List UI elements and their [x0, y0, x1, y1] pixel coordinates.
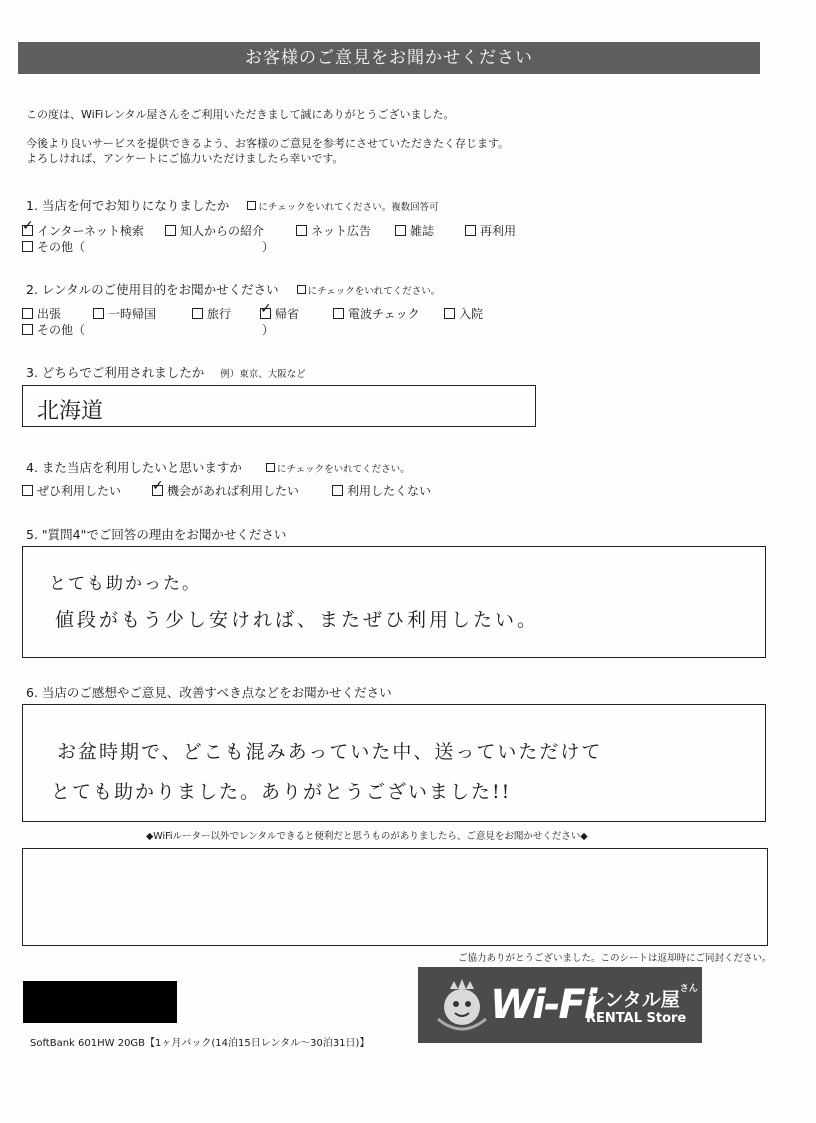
plan-text: SoftBank 601HW 20GB【1ヶ月パック(14泊15日レンタル～30泊31日)】	[30, 1038, 370, 1049]
q3-answer-box[interactable]	[22, 385, 536, 427]
option-label: その他（	[37, 323, 86, 337]
option-label: 機会があれば利用したい	[167, 484, 300, 498]
q4-option-if-chance[interactable]	[152, 482, 299, 499]
q2-question-text: 2. レンタルのご使用目的をお聞かせください	[26, 282, 279, 297]
redacted-block	[23, 981, 177, 1023]
q5-answer-line-1: とても助かった。	[49, 574, 201, 594]
q3-question-text: 3. どちらでご利用されましたか	[26, 365, 205, 380]
q2-option-hospital[interactable]	[444, 305, 483, 322]
checkbox-icon[interactable]	[22, 308, 33, 319]
q1-option-magazine[interactable]	[395, 222, 434, 239]
option-label: 旅行	[207, 307, 232, 321]
q1-option-other[interactable]	[22, 238, 85, 255]
logo-wifi-text: Wi-Fi	[490, 982, 596, 1028]
q2-option-temp-return[interactable]	[93, 305, 156, 322]
thanks-note: ご協力ありがとうございました。このシートは返却時にご同封ください。	[458, 953, 772, 964]
q2-option-homecoming[interactable]	[260, 305, 299, 322]
option-label: 一時帰国	[108, 307, 157, 321]
q6-answer-line-2: とても助かりました。ありがとうございました!!	[51, 781, 512, 803]
q5-answer-line-2: 値段がもう少し安ければ、またぜひ利用したい。	[55, 609, 540, 631]
q2-question	[26, 280, 440, 298]
option-label: 再利用	[480, 224, 517, 238]
option-label: 電波チェック	[348, 307, 420, 321]
q1-option-referral[interactable]	[165, 222, 264, 239]
q7-prompt: ◆WiFiルーター以外でレンタルできると便利だと思うものがありましたら、ご意見をお聞かせください◆	[146, 831, 588, 842]
note-checkbox-icon	[266, 463, 275, 472]
q6-answer-line-1: お盆時期で、どこも混みあっていた中、送っていただけて	[57, 741, 603, 763]
option-label: インターネット検索	[37, 224, 144, 238]
intro-line-2: 今後より良いサービスを提供できるよう、お客様のご意見を参考にさせていただきたく存じます。	[26, 137, 510, 150]
logo-jp	[586, 984, 698, 1012]
page-title: お客様のご意見をお聞かせください	[18, 42, 760, 74]
note-checkbox-icon	[297, 285, 306, 294]
option-label: 雑誌	[410, 224, 435, 238]
q4-question	[26, 458, 410, 476]
checkbox-icon[interactable]	[165, 225, 176, 236]
intro-line-3: よろしければ、アンケートにご協力いただけましたら幸いです。	[26, 152, 344, 165]
q4-question-text: 4. また当店を利用したいと思いますか	[26, 460, 242, 475]
q4-note-text: にチェックをいれてください。	[276, 463, 410, 475]
q2-option-signal-check[interactable]	[333, 305, 420, 322]
q2-note	[297, 283, 441, 297]
checkbox-checked-icon[interactable]	[22, 225, 33, 236]
q6-answer-box[interactable]	[22, 704, 766, 822]
checkbox-icon[interactable]	[332, 485, 343, 496]
checkbox-icon[interactable]	[22, 241, 33, 252]
q2-option-business[interactable]	[22, 305, 61, 322]
q7-answer-box[interactable]	[22, 848, 768, 946]
q1-question	[26, 196, 439, 214]
option-label: 出張	[37, 307, 62, 321]
checkbox-icon[interactable]	[296, 225, 307, 236]
option-label: 知人からの紹介	[180, 224, 265, 238]
checkbox-icon[interactable]	[465, 225, 476, 236]
q2-option-other[interactable]	[22, 321, 85, 338]
checkbox-icon[interactable]	[22, 324, 33, 335]
checkbox-icon[interactable]	[395, 225, 406, 236]
q3-example: 例）東京、大阪など	[220, 369, 306, 380]
q1-option-reuse[interactable]	[465, 222, 516, 239]
q1-note-text: にチェックをいれてください。複数回答可	[258, 201, 439, 213]
option-label: 帰省	[275, 307, 300, 321]
option-label: その他（	[37, 240, 86, 254]
brand-logo	[418, 967, 702, 1043]
q1-question-text: 1. 当店を何でお知りになりましたか	[26, 198, 230, 213]
q4-note	[266, 461, 410, 475]
checkbox-checked-icon[interactable]	[260, 308, 271, 319]
checkbox-icon[interactable]	[192, 308, 203, 319]
intro-line-1: この度は、WiFiレンタル屋さんをご利用いただきまして誠にありがとうございました。	[26, 108, 455, 121]
checkbox-checked-icon[interactable]	[152, 485, 163, 496]
checkbox-icon[interactable]	[22, 485, 33, 496]
logo-en-text: RENTAL Store	[586, 1011, 687, 1026]
q1-option-net-ad[interactable]	[296, 222, 371, 239]
q3-question	[26, 363, 306, 381]
q6-question: 6. 当店のご感想やご意見、改善すべき点などをお聞かせください	[26, 685, 392, 700]
q2-option-travel[interactable]	[192, 305, 231, 322]
q1-other-close: ）	[262, 240, 275, 254]
q4-option-no[interactable]	[332, 482, 431, 499]
option-label: ネット広告	[311, 224, 372, 238]
option-label: ぜひ利用したい	[37, 484, 122, 498]
logo-jp-small: さん	[679, 984, 698, 994]
q3-answer: 北海道	[37, 399, 104, 424]
note-checkbox-icon	[247, 201, 256, 210]
logo-jp-text: レンタル屋	[586, 989, 680, 1011]
q5-question: 5. "質問4"でご回答の理由をお聞かせください	[26, 527, 287, 542]
q1-note	[247, 199, 438, 213]
q4-option-definitely[interactable]	[22, 482, 121, 499]
option-label: 入院	[459, 307, 484, 321]
checkbox-icon[interactable]	[444, 308, 455, 319]
option-label: 利用したくない	[347, 484, 432, 498]
q2-note-text: にチェックをいれてください。	[307, 285, 441, 297]
checkbox-icon[interactable]	[93, 308, 104, 319]
q1-option-search[interactable]	[22, 222, 144, 239]
q5-answer-box[interactable]	[22, 546, 766, 658]
checkbox-icon[interactable]	[333, 308, 344, 319]
q2-other-close: ）	[262, 323, 275, 337]
